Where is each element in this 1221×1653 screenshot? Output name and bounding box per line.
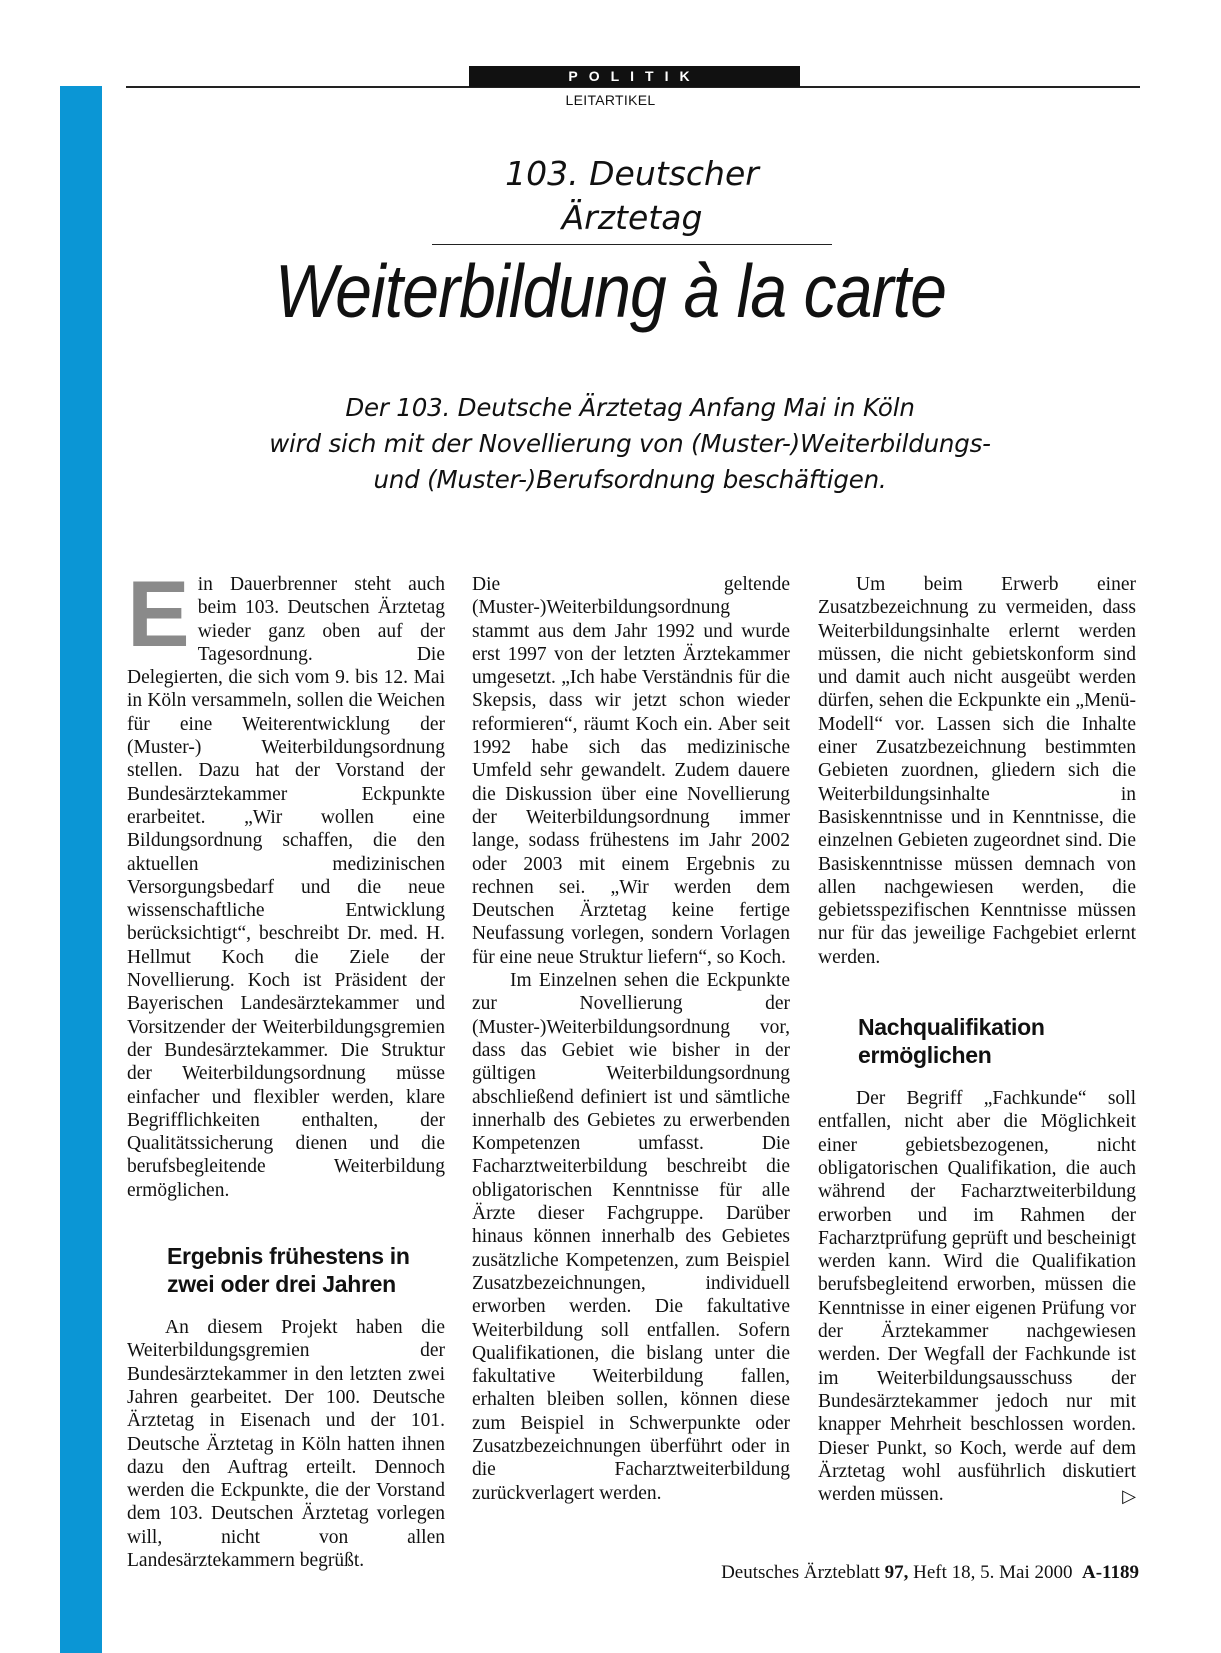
body-paragraph: Um beim Erwerb einer Zusatzbezeichnung zu vermeiden, dass Weiterbildungsinhalte erlernt werden müssen, die nicht gebietskonform sind und damit auch nicht ausgeübt werden dürfen, sehen die Eckpunkte ein „Menü-Modell“ vor. Lassen sich die Inhalte einer Zusatzbezeichnung bestimmten Gebieten zuordnen, gliedern sich die Weiterbildungsinhalte in Basiskenntnisse und in Kenntnisse, die einzelnen Gebieten zugeordnet sind. Die Basiskenntnisse müssen demnach von allen nachgewiesen werden, die gebietsspezifischen Kenntnisse müssen nur für das jeweilige Fachgebiet erlernt werden. <box>818 574 1136 968</box>
body-paragraph <box>818 1087 1136 1506</box>
subheading: Ergebnis frühestens in zwei oder drei Jahren <box>167 1243 410 1298</box>
body-paragraph: An diesem Projekt haben die Weiterbildungsgremien der Bundesärztekammer in den letzten zwei Jahren gearbeitet. Der 100. Deutsche Ärztetag in Eisenach und der 101. Deutsche Ärztetag in Köln hatten ihnen dazu den Auftrag erteilt. Dennoch werden die Eckpunkte, die der Vorstand dem 103. Deutschen Ärztetag vorlegen will, nicht von allen Landesärztekammern begrüßt. <box>127 1317 445 1571</box>
body-paragraph-text: Der Begriff „Fachkunde“ soll entfallen, nicht aber die Möglichkeit einer gebietsbezogenen, nicht obligatorischen Qualifikation, die auch während der Facharztweiterbildung erworben und im Rahmen der Facharztprüfung geprüft und bescheinigt werden kann. Wird die Qualifikation berufsbegleitend erworben, müssen die Kenntnisse in einer eigenen Prüfung vor der Ärztekammer nachgewiesen werden. Der Wegfall der Fachkunde ist im Weiterbildungsausschuss der Bundesärztekammer jedoch nur mit knapper Mehrheit beschlossen worden. Dieser Punkt, so Koch, werde auf dem Ärztetag wohl ausführlich diskutiert werden müssen. <box>818 1088 1136 1506</box>
lead-line: und (Muster-)Berufsordnung beschäftigen. <box>373 465 887 494</box>
article-column-1 <box>127 561 445 1572</box>
journal-name: Deutsches Ärzteblatt <box>721 1562 880 1583</box>
page-title: Weiterbildung à la carte <box>274 249 947 333</box>
page-number: A-1189 <box>1082 1562 1139 1583</box>
article-column-2 <box>472 573 790 1505</box>
issue-info: Heft 18, 5. Mai 2000 <box>913 1562 1073 1583</box>
body-paragraph: Im Einzelnen sehen die Eckpunkte zur Novellierung der (Muster-)Weiterbildungsordnung vor, dass das Gebiet wie bisher in der gültigen Weiterbildungsordnung abschließend definiert ist und sämtliche innerhalb des Gebietes zu erwerbenden Kompetenzen umfasst. Die Facharztweiterbildung beschreibt die obligatorischen Kenntnisse für alle Ärzte dieser Fachgruppe. Darüber hinaus können innerhalb des Gebietes zusätzliche Kompetenzen, zum Beispiel Zusatzbezeichnungen, individuell erworben werden. Die fakultative Weiterbildung soll entfallen. Sofern Qualifikationen, die bislang unter die fakultative Weiterbildung fallen, erhalten bleiben sollen, können diese zum Beispiel in Schwerpunkte oder Zusatzbezeichnungen überführt oder in die Facharztweiterbildung zurückverlagert werden. <box>472 970 790 1504</box>
kicker-title: 103. Deutscher Ärztetag <box>432 152 832 245</box>
end-of-article-icon: ▷ <box>1122 1486 1136 1507</box>
page-footer <box>721 1562 1139 1584</box>
section-label: POLITIK <box>469 66 800 87</box>
journal-volume: 97, <box>884 1562 909 1583</box>
body-paragraph: Die geltende (Muster-)Weiterbildungsordnung stammt aus dem Jahr 1992 und wurde erst 1997 von der letzten Ärztekammer umgesetzt. „Ich habe Verständnis für die Skepsis, dass wir jetzt schon wieder reformieren“, räumt Koch ein. Aber seit 1992 habe sich das medizinische Umfeld sehr gewandelt. Zudem dauere die Diskussion über eine Novellierung der Weiterbildungsordnung immer lange, sodass frühestens im Jahr 2002 oder 2003 mit einem Ergebnis zu rechnen sei. „Wir werden dem Deutschen Ärztetag keine fertige Neufassung vorlegen, sondern Vorlagen für eine neue Struktur liefern“, so Koch. <box>472 574 790 968</box>
body-paragraph: in Dauerbrenner steht auch beim 103. Deutschen Ärztetag wieder ganz oben auf der Tagesordnung. Die Delegierten, die sich vom 9. bis 12. Mai in Köln versammeln, sollen die Weichen für eine Weiterentwicklung der (Muster-) Weiterbildungsordnung stellen. Dazu hat der Vorstand der Bundesärztekammer Eckpunkte erarbeitet. „Wir wollen eine Bildungsordnung schaffen, die den aktuellen medizinischen Versorgungsbedarf und die neue wissenschaftliche Entwicklung berücksichtigt“, beschreibt Dr. med. H. Hellmut Koch die Ziele der Novellierung. Koch ist Präsident der Bayerischen Landesärztekammer und Vorsitzender der Weiterbildungsgremien der Bundesärztekammer. Die Struktur der Weiterbildungsordnung müsse einfacher und flexibler werden, klare Begrifflichkeiten enthalten, der Qualitätssicherung dienen und die berufsbegleitende Weiterbildung ermöglichen. <box>127 574 445 1201</box>
lead-line: Der 103. Deutsche Ärztetag Anfang Mai in Köln <box>345 393 915 422</box>
rubric-label: LEITARTIKEL <box>565 92 656 108</box>
lead-paragraph <box>220 390 1040 498</box>
subheading: Nachqualifikation ermöglichen <box>858 1014 1045 1069</box>
drop-cap: E <box>127 561 190 666</box>
article-column-3 <box>818 573 1136 1508</box>
lead-line: wird sich mit der Novellierung von (Muster-)Weiterbildungs- <box>269 429 991 458</box>
